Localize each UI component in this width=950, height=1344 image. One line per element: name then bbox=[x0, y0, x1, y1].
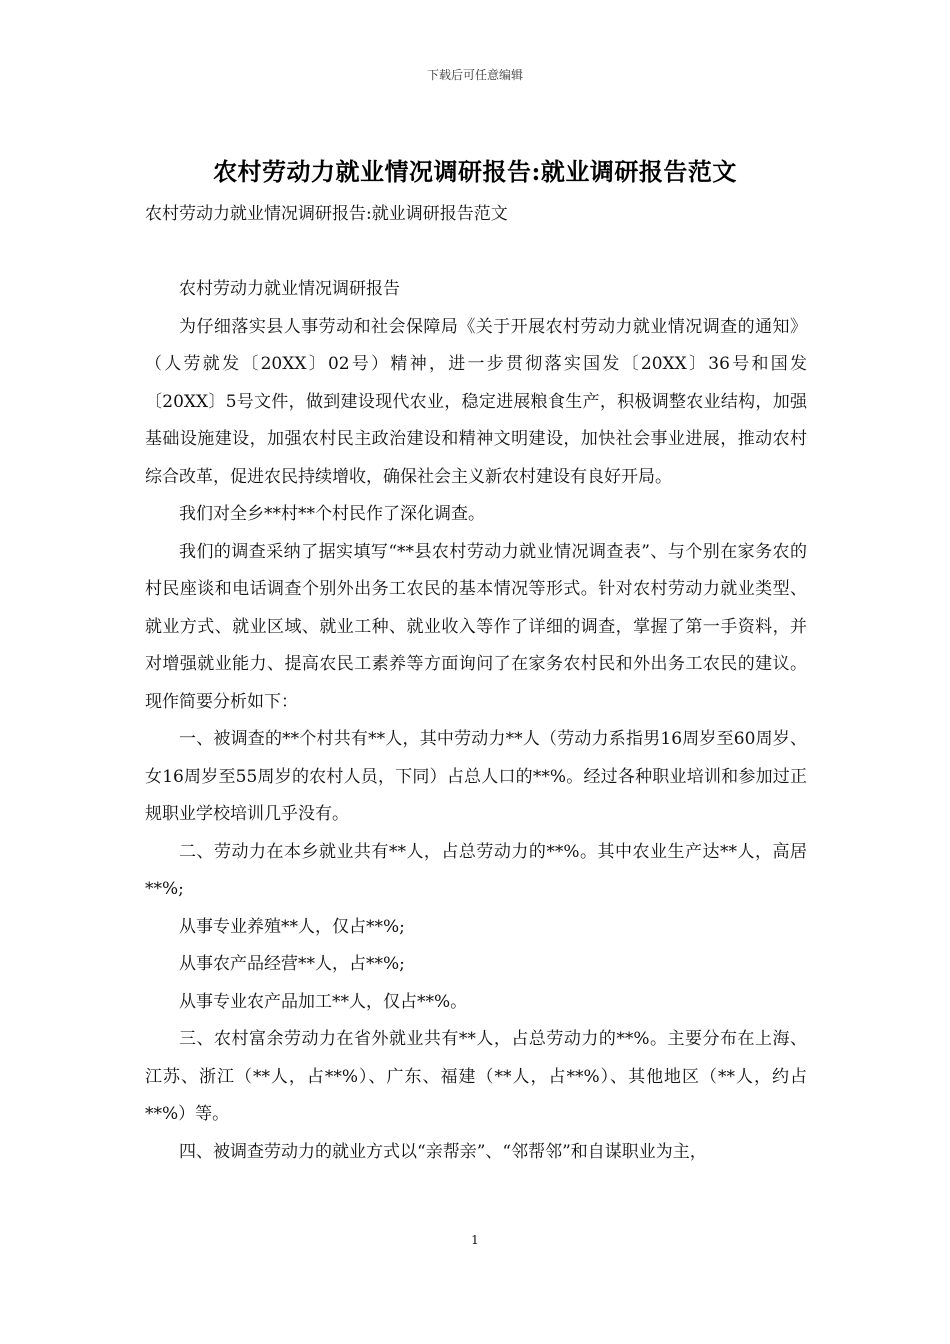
paragraph-item-four: 四、被调查劳动力的就业方式以“亲帮亲”、“邻帮邻”和自谋职业为主， bbox=[179, 1141, 707, 1162]
paragraph-item-one: 一、被调查的**个村共有**人，其中劳动力**人（劳动力系指男16周岁至60周岁、女16周岁至55周岁的农村人员，下同）占总人口的**%。经过各种职业培训和参加过正规职业学校培训几乎没有。 bbox=[145, 729, 807, 824]
paragraph-report-heading: 农村劳动力就业情况调研报告 bbox=[179, 279, 400, 299]
document-subtitle: 农村劳动力就业情况调研报告:就业调研报告范文 bbox=[145, 204, 508, 224]
paragraph-item-three: 三、农村富余劳动力在省外就业共有**人，占总劳动力的**%。主要分布在上海、江苏、浙江（**人，占**%）、广东、福建（**人，占**%）、其他地区（**人，约占**%）等。 bbox=[145, 1029, 807, 1124]
header-note: 下载后可任意编辑 bbox=[426, 68, 523, 82]
paragraph-processing: 从事专业农产品加工**人，仅占**%。 bbox=[179, 991, 468, 1012]
document-title: 农村劳动力就业情况调研报告:就业调研报告范文 bbox=[213, 157, 737, 186]
paragraph-operations: 从事农产品经营**人，占**%; bbox=[179, 954, 405, 974]
page-number: 1 bbox=[471, 1233, 479, 1247]
document-body bbox=[145, 271, 807, 1171]
paragraph-breeding: 从事专业养殖**人，仅占**%; bbox=[179, 916, 405, 937]
paragraph-survey-scope: 我们对全乡**村**个村民作了深化调查。 bbox=[179, 504, 485, 524]
paragraph-survey-method: 我们的调查采纳了据实填写“**县农村劳动力就业情况调查表”、与个别在家务农的村民座谈和电话调查个别外出务工农民的基本情况等形式。针对农村劳动力就业类型、就业方式、就业区域、就业工种、就业收入等作了详细的调查，掌握了第一手资料，并对增强就业能力、提高农民工素养等方面询问了在家务农村民和外出务工农民的建议。现作简要分析如下： bbox=[145, 541, 807, 712]
paragraph-intro: 为仔细落实县人事劳动和社会保障局《关于开展农村劳动力就业情况调查的通知》（人劳就发〔20XX〕02号）精神，进一步贯彻落实国发〔20XX〕36号和国发〔20XX〕5号文件，做到建设现代农业，稳定进展粮食生产，积极调整农业结构，加强基础设施建设，加强农村民主政治建设和精神文明建设，加快社会事业进展，推动农村综合改革，促进农民持续增收，确保社会主义新农村建设有良好开局。 bbox=[145, 316, 807, 487]
paragraph-item-two: 二、劳动力在本乡就业共有**人，占总劳动力的**%。其中农业生产达**人，高居**%; bbox=[145, 841, 807, 899]
